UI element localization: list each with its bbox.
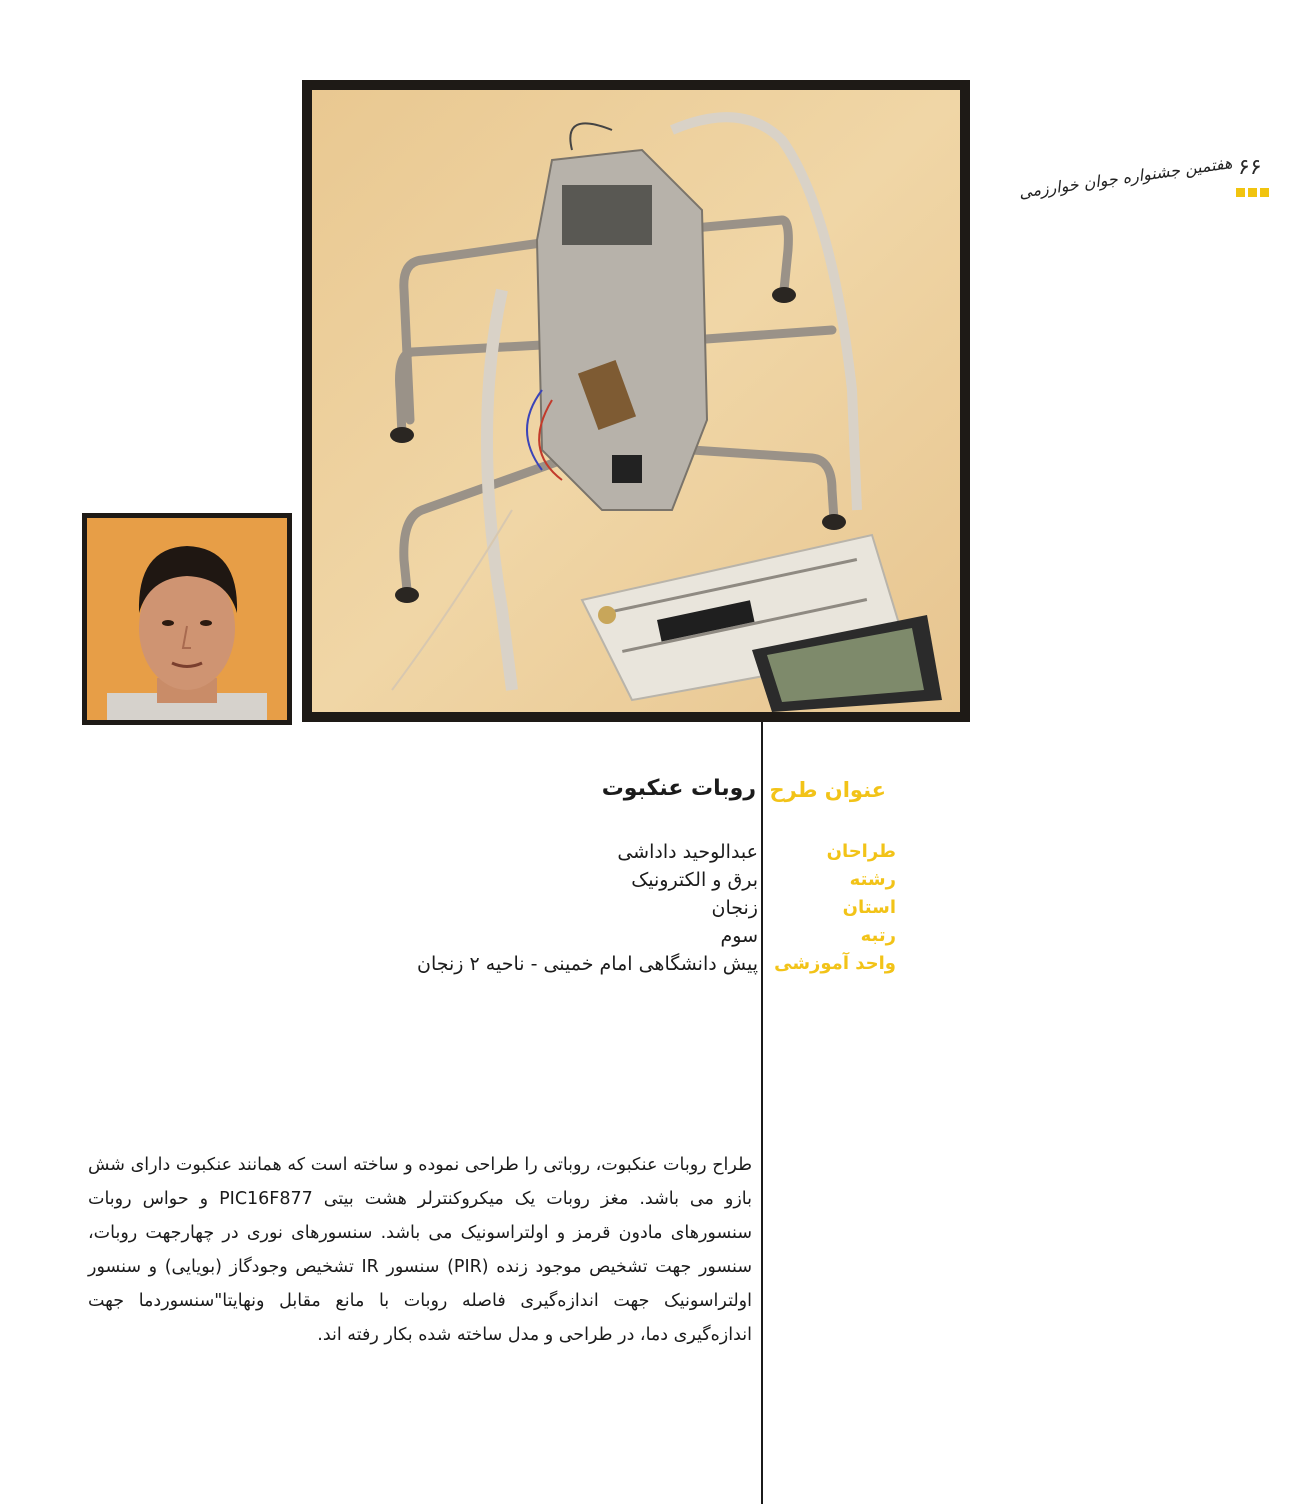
field-value: برق و الکترونیک xyxy=(631,869,758,891)
rank-label: رتبه xyxy=(860,925,896,946)
designer-portrait xyxy=(82,513,292,725)
info-values xyxy=(417,838,758,978)
project-description: طراح روبات عنکبوت، روباتی را طراحی نموده و ساخته است که همانند عنکبوت دارای شش بازو می باشد. مغز روبات یک میکروکنترلر هشت بیتی PIC16F877 و حواس روبات سنسورهای مادون قرمز و اولتراسونیک می باشد. سنسورهای نوری در چهارجهت روبات، سنسور جهت تشخیص موجود زنده (PIR) سنسور IR تشخیص وجودگاز (بویایی) و سنسور اولتراسونیک جهت اندازه‌گیری فاصله روبات با مانع مقابل ونهایتا"سنسوردما جهت اندازه‌گیری دما، در طراحی و مدل ساخته شده بکار رفته اند. xyxy=(88,1155,752,1345)
province-value: زنجان xyxy=(711,897,758,919)
project-title-value: روبات عنکبوت xyxy=(601,776,756,801)
vertical-divider xyxy=(761,722,763,1504)
province-label: استان xyxy=(842,897,896,918)
project-title-label: عنوان طرح xyxy=(769,778,886,802)
portrait-image xyxy=(87,518,287,720)
page-number-dots xyxy=(1236,188,1272,200)
robot-illustration xyxy=(312,90,960,712)
info-labels xyxy=(774,838,896,978)
school-label: واحد آموزشی xyxy=(774,953,896,974)
designer-label: طراحان xyxy=(826,841,896,862)
page-number: ۶۶ xyxy=(1238,155,1262,180)
robot-photo xyxy=(302,80,970,722)
rank-value: سوم xyxy=(720,925,758,947)
field-label: رشته xyxy=(849,869,896,890)
festival-name: هفتمین جشنواره جوان خوارزمی xyxy=(1017,153,1234,202)
festival-logo-text xyxy=(1017,153,1234,228)
designer-value: عبدالوحید داداشی xyxy=(617,841,758,863)
school-value: پیش دانشگاهی امام خمینی - ناحیه ۲ زنجان xyxy=(417,953,758,975)
